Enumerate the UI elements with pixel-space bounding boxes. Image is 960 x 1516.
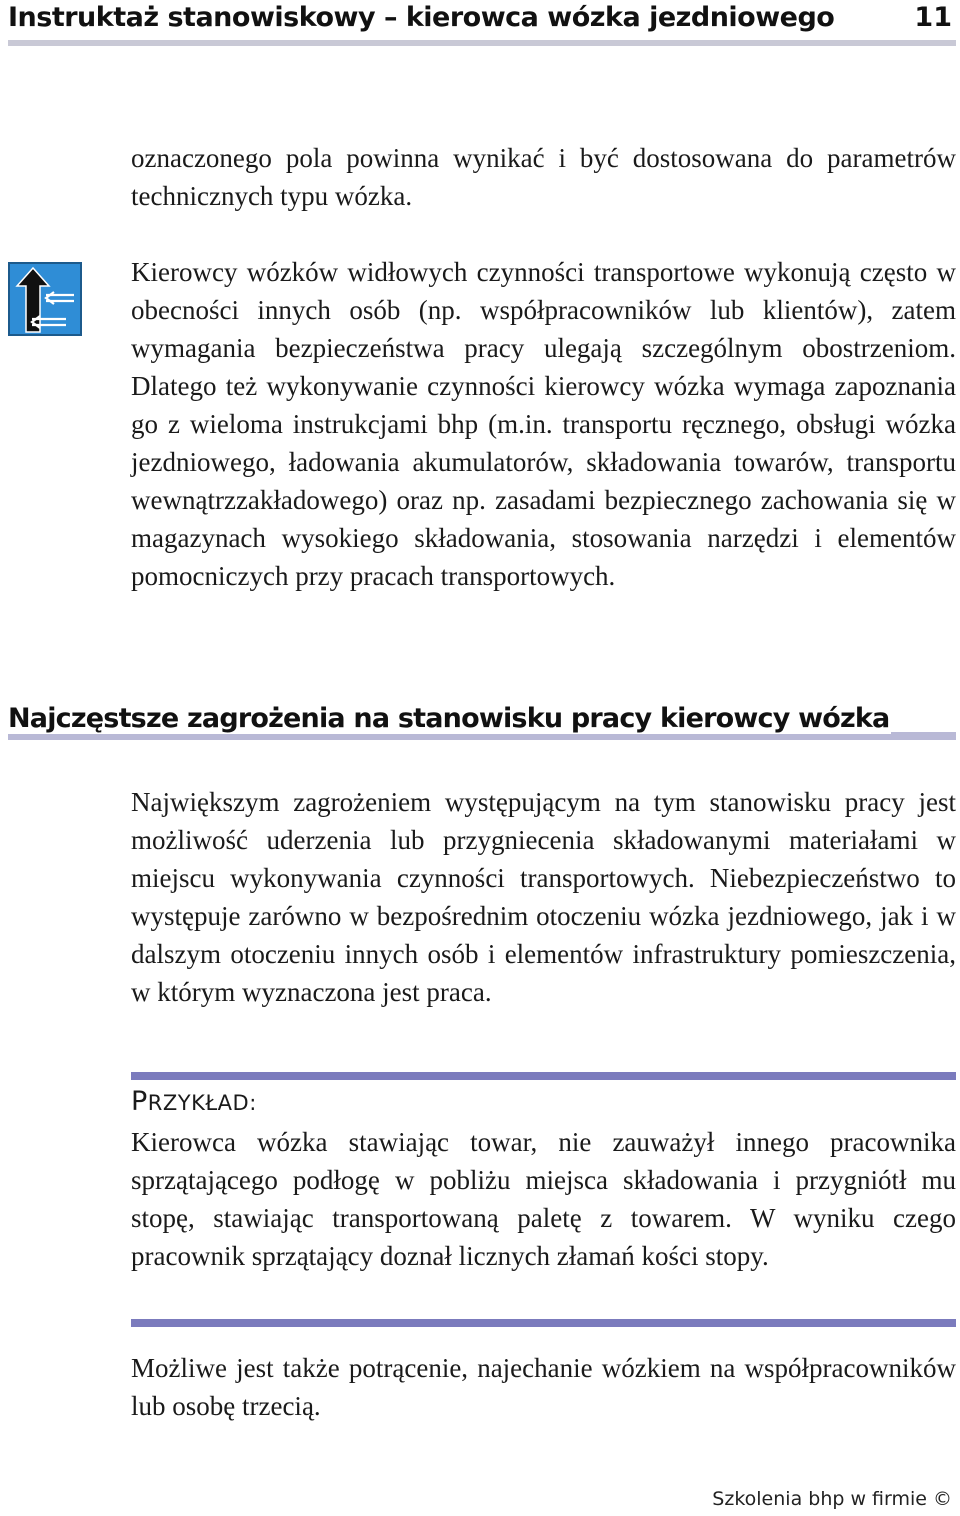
example-label [131,1086,257,1117]
paragraph-instructions: Kierowcy wózków widłowych czynności transportowe wykonują często w obecności innych osób (np. współpracowników lub klientów), zatem wymagania bezpieczeństwa pracy ulegają szczególnym obostrzeniom. Dlatego też wykonywanie czynności kierowcy wózka wymaga zapoznania go z wieloma instrukcjami bhp (m.in. transportu ręcznego, obsługi wózka jezdniowego, ładowania akumulatorów, składowania towarów, transportu wewnątrzzakładowego) oraz np. zasadami bezpiecznego zachowania się w magazynach wysokiego składowania, stosowania narzędzi i elementów pomocniczych przy pracach transportowych. [131,257,956,591]
paragraph-continuation: oznaczonego pola powinna wynikać i być dostosowana do parametrów technicznych typu wózka. [131,143,956,211]
paragraph-collisions: Możliwe jest także potrącenie, najechanie wózkiem na współpracowników lub osobę trzecią. [131,1353,956,1421]
paragraph-hazards: Największym zagrożeniem występującym na tym stanowisku pracy jest możliwość uderzenia lub przygniecenia składowanymi materiałami w miejscu wykonywania czynności transportowych. Niebezpieczeństwo to występuje zarówno w bezpośrednim otoczeniu wózka jezdniowego, jak i w dalszym otoczeniu innych osób i elementów infrastruktury pomieszczenia, w którym wyznaczona jest praca. [131,787,956,1007]
footer-text: Szkolenia bhp w firmie © [712,1488,952,1510]
example-label-rest: RZYKŁAD: [147,1091,257,1115]
traffic-arrows-graphic [10,264,80,334]
example-label-initial: P [131,1086,148,1117]
header-rule [8,40,956,46]
header-title: Instruktaż stanowiskowy – kierowca wózka jezdniowego [8,2,835,33]
example-bottom-rule [131,1319,956,1327]
example-text: Kierowca wózka stawiając towar, nie zauważył innego pracownika sprzątającego podłogę w pobliżu miejsca składowania i przygniótł mu stopę, stawiając transportowaną paletę z towarem. W wyniku czego pracownik sprzątający doznał licznych złamań kości stopy. [131,1127,956,1271]
example-top-rule [131,1072,956,1080]
section-heading: Najczęstsze zagrożenia na stanowisku pracy kierowcy wózka [8,703,890,734]
page-number: 11 [914,2,952,33]
traffic-arrows-icon [8,262,82,336]
